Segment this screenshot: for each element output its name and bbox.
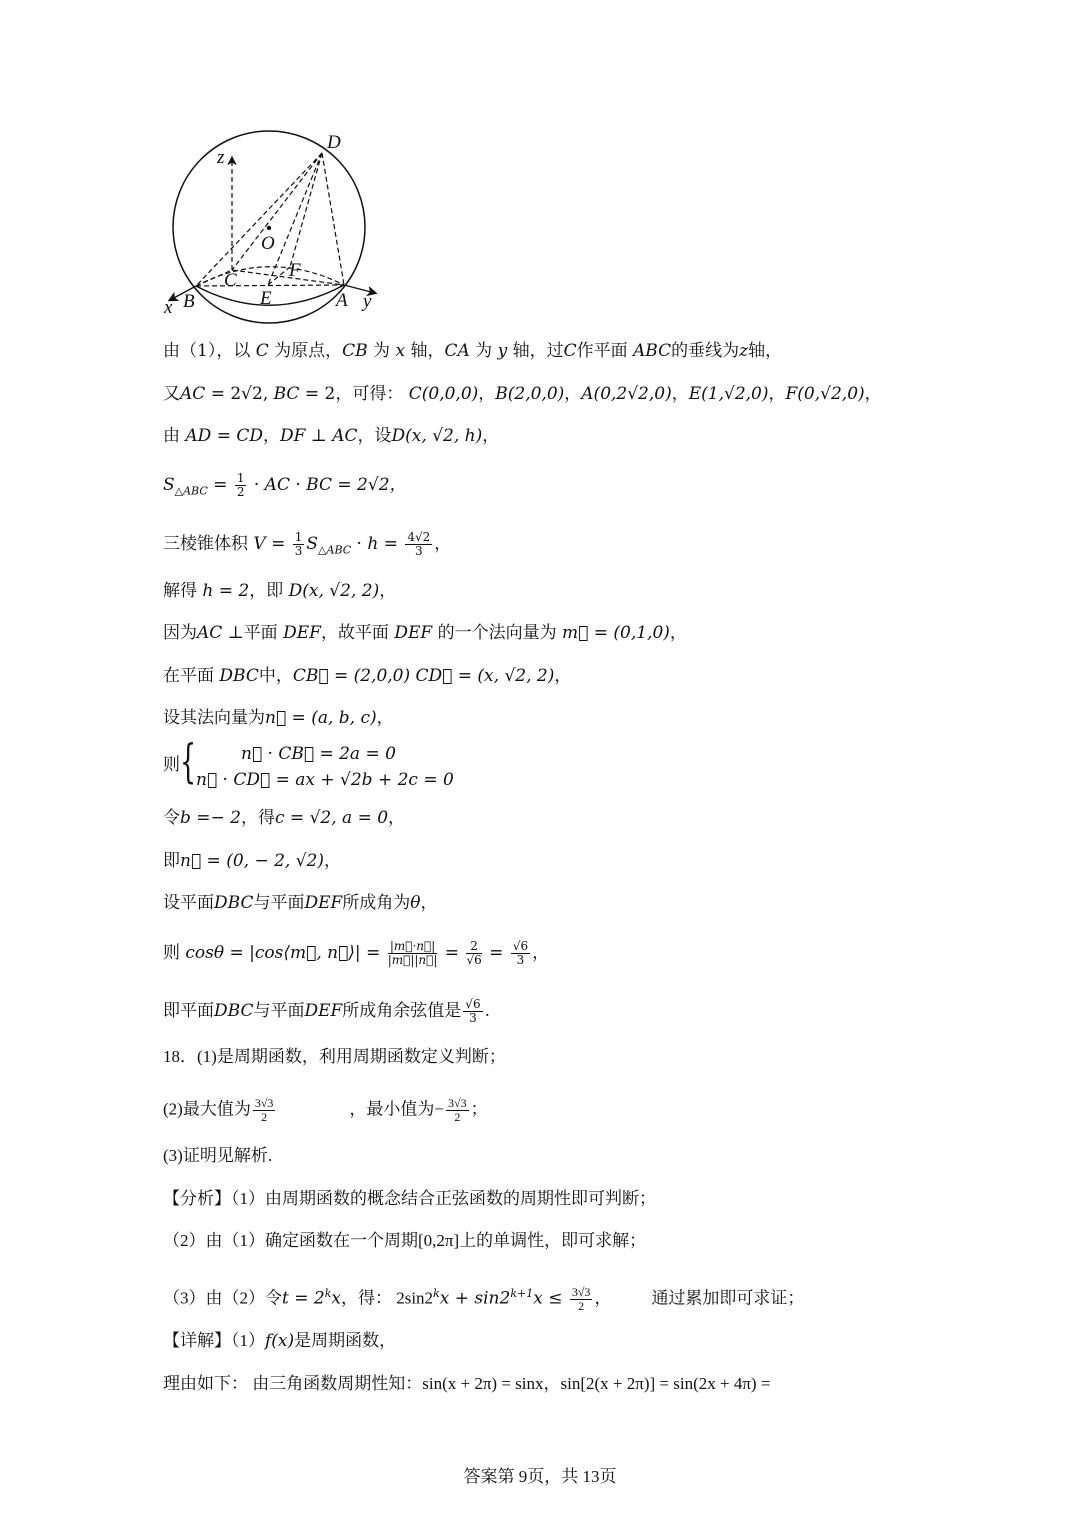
text: 与平面 (253, 893, 305, 913)
math: S (306, 534, 319, 554)
denominator: 3 (516, 953, 525, 967)
text: ， (482, 426, 500, 446)
numerator: 4√2 (407, 530, 431, 544)
label-B: B (183, 291, 195, 312)
text: ， (543, 1374, 561, 1393)
text: 与平面 (253, 1001, 305, 1021)
math: DEF (304, 1001, 343, 1021)
denominator: 3 (415, 544, 423, 558)
label-y: y (363, 291, 372, 312)
text: 则 (163, 943, 186, 963)
brace: { (180, 734, 197, 788)
equation-1: n⃗ · CB⃗ = 2a = 0 (241, 744, 396, 764)
math: V (253, 534, 266, 554)
text: ， (532, 943, 550, 963)
math: CB (342, 341, 368, 361)
label-x: x (164, 297, 173, 318)
denominator: 2 (578, 1299, 585, 1314)
fraction (570, 1286, 593, 1313)
solution-line-4 (163, 472, 407, 503)
math: AD = CD (185, 426, 264, 446)
fraction (388, 940, 438, 967)
fraction (446, 1097, 469, 1124)
solution-line-9 (163, 706, 394, 730)
math: S (163, 475, 175, 495)
math: x (395, 341, 406, 361)
text: . (484, 1001, 490, 1021)
math: n⃗ = (a, b, c) (265, 708, 377, 728)
numerator: √6 (465, 997, 481, 1011)
label-A: A (336, 290, 348, 311)
point-B: B(2,0,0) (495, 384, 565, 404)
math: ABC (633, 341, 672, 361)
text: 理由如下： 由三角函数周期性知： (163, 1374, 423, 1393)
denominator: 2 (261, 1110, 268, 1124)
numerator: √6 (512, 939, 529, 953)
fraction (466, 940, 481, 967)
text: ， (669, 623, 687, 643)
text: 轴， (405, 341, 445, 361)
math: x + sin2 (439, 1288, 511, 1309)
math: C (563, 341, 577, 361)
sep: ， (864, 384, 882, 404)
math: BC (273, 384, 300, 404)
math: = 2√2, (205, 384, 274, 404)
analysis-part-3 (163, 1282, 804, 1313)
text: 又 (163, 384, 180, 404)
analysis-part-2 (163, 1229, 646, 1253)
label-O: O (261, 233, 275, 254)
math: h = 2 (202, 581, 250, 601)
numerator: 3√3 (254, 1096, 274, 1110)
point-C: C(0,0,0) (408, 384, 479, 404)
text: 【分析】（1）由周期函数的概念结合正弦函数的周期性即可判断； (163, 1189, 656, 1208)
text: ，设 (357, 426, 392, 446)
solution-line-12 (163, 849, 341, 873)
text: 轴， (748, 341, 783, 361)
fraction (253, 1097, 276, 1124)
text: ， (388, 808, 406, 828)
math: sin(x + 2π) = sinx (422, 1374, 544, 1393)
math: x ≤ (533, 1288, 568, 1309)
math: AC (180, 384, 206, 404)
answer-18-part-1 (163, 1045, 506, 1069)
label-D: D (327, 132, 341, 153)
math: n⃗ = (0, − 2, √2) (180, 851, 325, 871)
text: 三棱锥体积 (163, 534, 254, 554)
text: （2）由（1）确定函数在一个周期[0,2π]上的单调性，即可求解； (163, 1231, 647, 1250)
math: y (497, 341, 508, 361)
math: c = √2, a = 0 (275, 808, 389, 828)
math: = (483, 943, 509, 963)
page-footer: 答案第 9页，共 13页 (463, 1467, 617, 1486)
label-F: F (289, 260, 301, 281)
text: 设其法向量为 (163, 708, 265, 728)
sep: ， (564, 384, 582, 404)
math: CA (444, 341, 470, 361)
math: b =− 2 (180, 808, 241, 828)
math: CB⃗ = (2,0,0) CD⃗ = (x, √2, 2) (292, 666, 555, 686)
denominator: √6 (466, 953, 482, 967)
denominator: 3 (469, 1011, 477, 1025)
numerator: 2 (466, 940, 481, 954)
fraction (293, 531, 305, 558)
text: ，即 (249, 581, 289, 601)
text: 解得 (163, 581, 203, 601)
text: 的一个法向量为 (432, 623, 562, 643)
math: DF ⊥ AC (280, 426, 358, 446)
text: 令 (163, 808, 180, 828)
text: 的垂线为 (671, 341, 740, 361)
text: ，故平面 (320, 623, 395, 643)
math: x (331, 1288, 341, 1309)
text: ， (379, 581, 397, 601)
math: m⃗ = (0,1,0) (562, 623, 670, 643)
math: DEF (304, 893, 343, 913)
text: ， (263, 426, 281, 446)
text: ， (420, 893, 438, 913)
equation-2: n⃗ · CD⃗ = ax + √2b + 2c = 0 (196, 770, 454, 790)
math: θ (410, 893, 421, 913)
label-E: E (260, 288, 272, 309)
text: 由（1），以 (163, 341, 256, 361)
math: = (439, 943, 465, 963)
text: 中， (258, 666, 293, 686)
text: 则 (163, 755, 180, 775)
text: 18．(1)是周期函数，利用周期函数定义判断； (163, 1047, 506, 1066)
text: 在平面 (163, 666, 220, 686)
text: ，得 (241, 808, 275, 828)
text: (3)证明见解析. (163, 1146, 273, 1165)
text: 为 (367, 341, 396, 361)
math: f(x) (265, 1331, 295, 1351)
text: ， (324, 851, 342, 871)
text: ， (554, 666, 572, 686)
text: 所成角为 (342, 893, 411, 913)
text: 即平面 (163, 1001, 214, 1021)
denominator: 2 (236, 485, 245, 499)
math: z (739, 341, 749, 361)
text: 因为 (163, 623, 197, 643)
math: t = 2 (282, 1288, 325, 1309)
solution-line-1 (163, 339, 782, 363)
text: 即 (163, 851, 180, 871)
text: 为 (469, 341, 498, 361)
text: 平面 (243, 623, 284, 643)
fraction (511, 940, 530, 967)
solution-line-13 (163, 891, 438, 915)
superscript: k (324, 1287, 332, 1300)
math: · h = (351, 534, 404, 554)
text: 是周期函数， (294, 1331, 397, 1350)
solution-line-2 (163, 382, 882, 406)
text: 【详解】（1） (163, 1331, 265, 1350)
sphere-pyramid-diagram (158, 128, 398, 333)
text: 所成角余弦值是 (342, 1001, 462, 1021)
solution-line-3 (163, 424, 499, 448)
math: = (207, 475, 233, 495)
text: ，最小值为− (349, 1099, 445, 1119)
math: DBC (214, 1001, 254, 1021)
text: 轴，过 (507, 341, 564, 361)
answer-18-part-2 (163, 1097, 488, 1124)
numerator: |m⃗·n⃗| (388, 940, 438, 954)
superscript: k+1 (510, 1287, 534, 1300)
solution-line-14 (163, 940, 549, 967)
text: ， (594, 1288, 612, 1308)
math: sin[2(x + 2π)] = sin(2x + 4π) = (560, 1374, 771, 1393)
numerator: 1 (236, 471, 245, 485)
point-F: F(0,√2,0) (785, 384, 865, 404)
text: (2)最大值为 (163, 1099, 251, 1119)
math: DBC (219, 666, 259, 686)
denominator: |m⃗||n⃗| (387, 953, 438, 967)
math: DBC (214, 893, 254, 913)
fraction (405, 531, 432, 558)
math: cosθ = |cos⟨m⃗, n⃗⟩| = (185, 943, 386, 963)
text: 通过累加即可求证； (651, 1288, 805, 1308)
text: 设平面 (163, 893, 214, 913)
math: · AC · BC = 2√2， (248, 475, 407, 495)
subscript: △ABC (318, 543, 352, 557)
point-A: A(0,2√2,0) (581, 384, 672, 404)
detail-reason (163, 1372, 770, 1396)
text: = 2，可得： (299, 384, 409, 404)
math: 2sin2 (396, 1288, 434, 1308)
math: D(x, √2, h) (391, 426, 483, 446)
fraction (463, 998, 482, 1025)
text: ，得： (340, 1288, 397, 1308)
solution-line-8 (163, 664, 571, 688)
math: C (255, 341, 269, 361)
math: DEF (394, 623, 433, 643)
sep: ， (768, 384, 786, 404)
math: DEF (283, 623, 321, 643)
numerator: 1 (294, 530, 303, 544)
math: D(x, √2, 2) (288, 581, 380, 601)
solution-line-6 (163, 579, 396, 603)
point-E: E(1,√2,0) (688, 384, 769, 404)
numerator: 3√3 (571, 1285, 591, 1300)
numerator: 3√3 (448, 1096, 467, 1110)
solution-line-11 (163, 806, 405, 830)
fraction (235, 472, 247, 499)
sep: ， (478, 384, 496, 404)
label-C: C (224, 270, 237, 291)
denominator: 2 (454, 1110, 461, 1124)
answer-18-part-3 (163, 1144, 272, 1168)
detail-part-1 (163, 1329, 396, 1353)
text: ； (470, 1099, 488, 1119)
superscript: k (433, 1287, 440, 1300)
math: AC ⊥ (197, 623, 244, 643)
subscript: △ABC (174, 484, 208, 498)
solution-line-7 (163, 621, 687, 645)
sep: ， (671, 384, 689, 404)
text: 为原点， (268, 341, 343, 361)
label-z: z (217, 147, 225, 168)
text: ， (376, 708, 394, 728)
text: 作平面 (576, 341, 634, 361)
solution-line-5 (163, 531, 451, 562)
analysis-part-1 (163, 1187, 656, 1211)
solution-line-15 (163, 998, 490, 1025)
text: （3）由（2）令 (163, 1288, 282, 1308)
denominator: 3 (294, 544, 303, 558)
text: 由 (163, 426, 186, 446)
text: ， (434, 534, 452, 554)
math: = (265, 534, 291, 554)
